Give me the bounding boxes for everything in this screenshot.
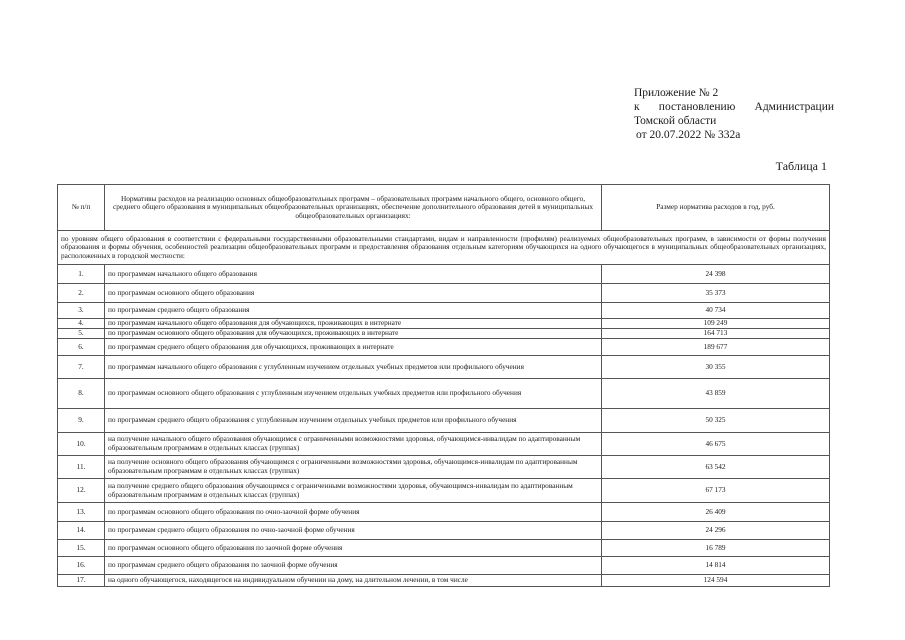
row-number: 3. xyxy=(58,303,105,319)
table-row xyxy=(58,575,830,587)
appendix-date: от 20.07.2022 № 332а xyxy=(636,129,741,141)
header-name: Нормативы расходов на реализацию основных общеобразовательных программ – образовательных программ начального общего, основного общего, среднего общего образования в муниципальных общеобразовательных организациях, обеспечение дополнительного образования детей в муниципальных общеобразовательных организациях: xyxy=(105,185,602,231)
row-number: 1. xyxy=(58,265,105,284)
row-name: на одного обучающегося, находящегося на индивидуальном обучении на дому, на длительном лечении, в том числе xyxy=(105,575,602,587)
table-row xyxy=(58,339,830,356)
table-row xyxy=(58,329,830,339)
row-name: по программам основного общего образования для обучающихся, проживающих в интернате xyxy=(105,329,602,339)
row-value: 67 173 xyxy=(602,479,830,503)
table-row xyxy=(58,284,830,303)
appendix-reference: к постановлению Администрации xyxy=(634,101,834,113)
row-number: 16. xyxy=(58,557,105,575)
row-value: 24 296 xyxy=(602,522,830,540)
row-name: на получение основного общего образования обучающимся с ограниченными возможностями здоровья, обучающимся-инвалидам по адаптированным образовательным программам в отдельных классах (группах) xyxy=(105,456,602,479)
row-value: 189 677 xyxy=(602,339,830,356)
row-number: 14. xyxy=(58,522,105,540)
table-row xyxy=(58,356,830,379)
row-value: 124 594 xyxy=(602,575,830,587)
table-row xyxy=(58,456,830,479)
row-value: 63 542 xyxy=(602,456,830,479)
row-name: по программам основного общего образования по очно-заочной форме обучения xyxy=(105,503,602,522)
table-row xyxy=(58,303,830,319)
table-row xyxy=(58,557,830,575)
table-row xyxy=(58,379,830,409)
row-number: 13. xyxy=(58,503,105,522)
appendix-title: Приложение № 2 xyxy=(634,87,719,99)
row-value: 109 249 xyxy=(602,319,830,329)
row-name: по программам среднего общего образования для обучающихся, проживающих в интернате xyxy=(105,339,602,356)
row-name: по программам основного общего образования xyxy=(105,284,602,303)
row-value: 35 373 xyxy=(602,284,830,303)
row-number: 2. xyxy=(58,284,105,303)
table-header-row xyxy=(58,185,830,231)
table-row xyxy=(58,409,830,433)
row-name: по программам основного общего образования с углубленным изучением отдельных учебных предметов или профильного обучения xyxy=(105,379,602,409)
row-name: по программам начального общего образования для обучающихся, проживающих в интернате xyxy=(105,319,602,329)
appendix-region: Томской области xyxy=(634,115,717,127)
row-name: по программам основного общего образования по заочной форме обучения xyxy=(105,540,602,557)
row-number: 15. xyxy=(58,540,105,557)
row-value: 40 734 xyxy=(602,303,830,319)
table-row xyxy=(58,503,830,522)
row-value: 26 409 xyxy=(602,503,830,522)
table-caption: Таблица 1 xyxy=(775,159,827,173)
row-value: 43 859 xyxy=(602,379,830,409)
row-name: по программам начального общего образования xyxy=(105,265,602,284)
row-number: 5. xyxy=(58,329,105,339)
row-value: 164 713 xyxy=(602,329,830,339)
row-value: 14 814 xyxy=(602,557,830,575)
row-value: 16 789 xyxy=(602,540,830,557)
row-number: 10. xyxy=(58,433,105,456)
intro-row xyxy=(58,231,830,265)
row-name: на получение среднего общего образования обучающимся с ограниченными возможностями здоровья, обучающимся-инвалидам по адаптированным образовательным программам в отдельных классах (группах) xyxy=(105,479,602,503)
table-row xyxy=(58,433,830,456)
row-number: 8. xyxy=(58,379,105,409)
table-row xyxy=(58,265,830,284)
row-name: по программам среднего общего образования по заочной форме обучения xyxy=(105,557,602,575)
row-value: 30 355 xyxy=(602,356,830,379)
header-value: Размер норматива расходов в год, руб. xyxy=(602,185,830,231)
header-num: № п/п xyxy=(58,185,105,231)
row-name: по программам среднего общего образования с углубленным изучением отдельных учебных предметов или профильного обучения xyxy=(105,409,602,433)
row-value: 50 325 xyxy=(602,409,830,433)
table-row xyxy=(58,522,830,540)
row-value: 24 398 xyxy=(602,265,830,284)
intro-text: по уровням общего образования в соответствии с федеральными государственными образовательными стандартами, видам и направленности (профилям) реализуемых общеобразовательных программ, в зависимости от формы получения образования и формы обучения, особенностей реализации общеобразовательных программ и предоставления образования отдельным категориям обучающихся на одного обучающегося в муниципальных общеобразовательных организациях, расположенных в городской местности: xyxy=(58,231,830,265)
row-number: 6. xyxy=(58,339,105,356)
norms-table xyxy=(57,184,830,587)
row-name: на получение начального общего образования обучающимся с ограниченными возможностями здоровья, обучающимся-инвалидам по адаптированным образовательным программам в отдельных классах (группах) xyxy=(105,433,602,456)
table-row xyxy=(58,319,830,329)
row-number: 17. xyxy=(58,575,105,587)
row-number: 9. xyxy=(58,409,105,433)
table-row xyxy=(58,540,830,557)
row-value: 46 675 xyxy=(602,433,830,456)
appendix-block xyxy=(634,86,834,142)
table-row xyxy=(58,479,830,503)
row-number: 7. xyxy=(58,356,105,379)
row-number: 4. xyxy=(58,319,105,329)
row-name: по программам начального общего образования с углубленным изучением отдельных учебных предметов или профильного обучения xyxy=(105,356,602,379)
row-number: 11. xyxy=(58,456,105,479)
row-number: 12. xyxy=(58,479,105,503)
row-name: по программам среднего общего образования xyxy=(105,303,602,319)
row-name: по программам среднего общего образования по очно-заочной форме обучения xyxy=(105,522,602,540)
